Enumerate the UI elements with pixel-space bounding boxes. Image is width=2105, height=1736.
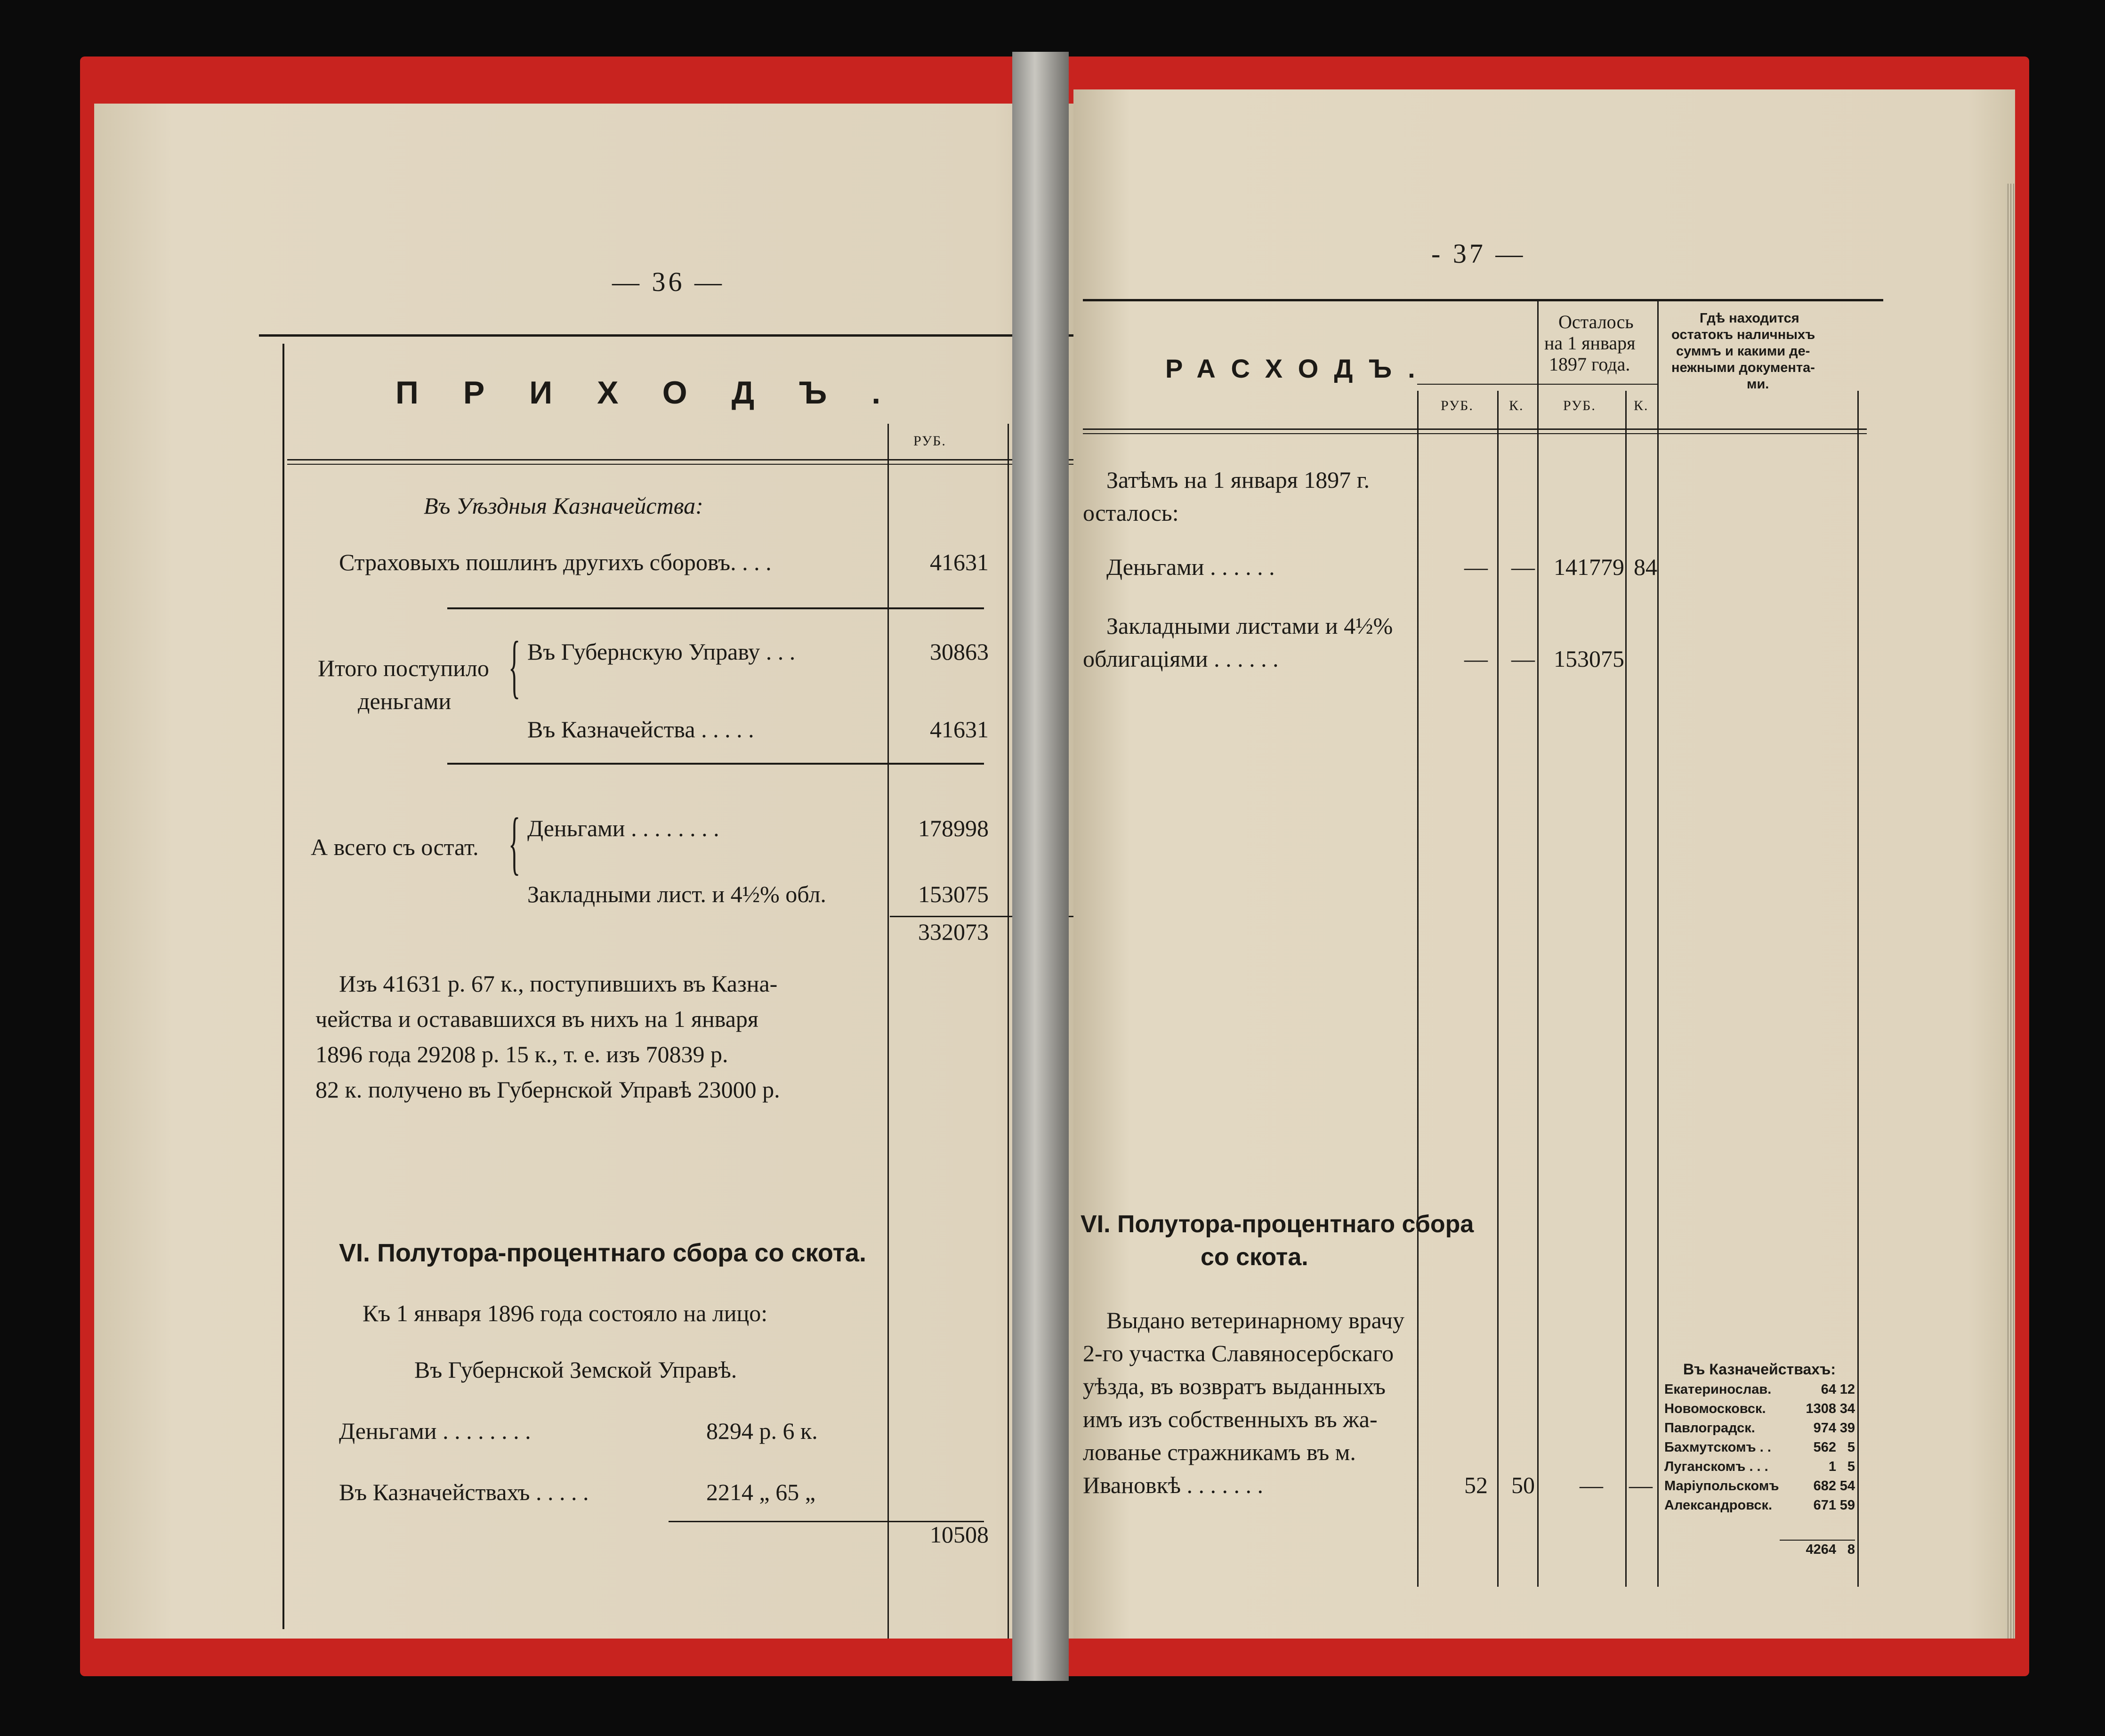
kazn-item-name: Бахмутскомъ . . bbox=[1664, 1440, 1771, 1455]
vet-line-6: Ивановкѣ . . . . . . . bbox=[1083, 1472, 1264, 1498]
kazn-item-rub: 682 bbox=[1813, 1478, 1836, 1494]
remain-line-2: на 1 января bbox=[1544, 332, 1636, 354]
para-line-3: 1896 года 29208 р. 15 к., т. е. изъ 70839 р. bbox=[315, 1041, 728, 1067]
itogo-label-1: Итого поступило bbox=[318, 655, 489, 681]
r-row-money-remrub: 141779 bbox=[1554, 554, 1624, 580]
row-gub-label: Въ Губернскую Управу . . . bbox=[527, 638, 796, 665]
vet-remk: — bbox=[1629, 1472, 1653, 1498]
r-row-money-rub: — bbox=[1464, 554, 1488, 580]
para-line-4: 82 к. получено въ Губернской Управѣ 23000 р. bbox=[315, 1076, 780, 1103]
section6-title-r1: VI. Полутора-процентнаго сбора bbox=[1081, 1211, 1474, 1238]
where-line-4: нежными документа- bbox=[1671, 360, 1815, 375]
section6-title-left: VI. Полутора-процентнаго сбора со скота. bbox=[339, 1239, 866, 1267]
row-insurance-rub: 41631 bbox=[930, 549, 989, 575]
kazn-item-k: 12 bbox=[1839, 1382, 1855, 1397]
vet-rub: 52 bbox=[1464, 1472, 1488, 1498]
remain-line-1: Осталось bbox=[1558, 311, 1634, 332]
col-rub-header: РУБ. bbox=[913, 433, 946, 449]
kop-col-divider bbox=[1008, 424, 1009, 1639]
vet-line-4: имъ изъ собственныхъ въ жа- bbox=[1083, 1406, 1378, 1432]
r-row-money-k: — bbox=[1511, 554, 1535, 580]
r-zaklad-line-2: облигаціями . . . . . . bbox=[1083, 646, 1279, 672]
vet-line-3: уѣзда, въ возвратъ выданныхъ bbox=[1083, 1373, 1386, 1399]
vet-line-2: 2-го участка Славяносербскаго bbox=[1083, 1340, 1394, 1366]
remain-line-3: 1897 года. bbox=[1549, 354, 1630, 375]
on-hand-line: Къ 1 января 1896 года состояло на лицо: bbox=[363, 1300, 768, 1326]
row-zaklad-label: Закладными лист. и 4½% обл. bbox=[527, 881, 826, 907]
r-zaklad-remrub: 153075 bbox=[1554, 646, 1624, 672]
kazn-item-k: 5 bbox=[1847, 1440, 1855, 1455]
row-kazn-rub: 41631 bbox=[930, 716, 989, 743]
para-line-2: чейства и остававшихся въ нихъ на 1 января bbox=[315, 1006, 758, 1032]
r-where-divider bbox=[1657, 301, 1659, 1587]
brace-itogo: { bbox=[508, 627, 521, 705]
kazn-item-name: Луганскомъ . . . bbox=[1664, 1459, 1768, 1474]
where-line-2: остатокъ наличныхъ bbox=[1671, 327, 1815, 342]
brace-vsego: { bbox=[508, 804, 521, 882]
vet-line-1: Выдано ветеринарному врачу bbox=[1106, 1307, 1404, 1333]
row-money-rub: 178998 bbox=[918, 815, 989, 841]
kazn-item-rub: 974 bbox=[1813, 1421, 1836, 1436]
r-zaklad-rub: — bbox=[1464, 646, 1488, 672]
page-stack-edge bbox=[2006, 184, 2015, 1639]
r-row-money-remk: 84 bbox=[1634, 554, 1657, 580]
intro-line-1: Затѣмъ на 1 января 1897 г. bbox=[1106, 467, 1370, 493]
kazn-item-k: 54 bbox=[1839, 1478, 1855, 1494]
r-header-rule-1 bbox=[1083, 428, 1867, 430]
vet-remrub: — bbox=[1580, 1472, 1603, 1498]
kazn-item-name: Павлоградск. bbox=[1664, 1421, 1755, 1436]
top-rule-right bbox=[1083, 299, 1883, 301]
left-page bbox=[94, 104, 1073, 1639]
kazn-line-value: 2214 „ 65 „ bbox=[706, 1479, 815, 1505]
rule-after-kazn bbox=[447, 763, 984, 765]
page-number-right: - 37 — bbox=[1431, 238, 1526, 269]
r-col-remain-k: К. bbox=[1634, 398, 1649, 413]
para-line-1: Изъ 41631 р. 67 к., поступившихъ въ Казна- bbox=[339, 970, 778, 997]
row-gub-rub: 30863 bbox=[930, 638, 989, 665]
in-gub-line: Въ Губернской Земской Управѣ. bbox=[414, 1357, 737, 1383]
money-line-value: 8294 р. 6 к. bbox=[706, 1418, 818, 1444]
money-line-label: Деньгами . . . . . . . . bbox=[339, 1418, 531, 1444]
r-zaklad-line-1: Закладными листами и 4½% bbox=[1106, 613, 1393, 639]
where-line-1: Гдѣ находится bbox=[1700, 311, 1799, 326]
r-col-rub: РУБ. bbox=[1441, 398, 1474, 413]
kazn-item-k: 59 bbox=[1839, 1498, 1855, 1513]
kazn-item-name: Маріупольскомъ bbox=[1664, 1478, 1779, 1494]
kazn-total-rule bbox=[1780, 1540, 1855, 1541]
header-rule-2 bbox=[287, 464, 1073, 465]
row-money-label: Деньгами . . . . . . . . bbox=[527, 815, 719, 841]
r-col-k: К. bbox=[1509, 398, 1524, 413]
header-rule-1 bbox=[287, 459, 1073, 460]
r-right-border bbox=[1857, 391, 1859, 1587]
right-page bbox=[1073, 89, 2015, 1639]
top-rule-left bbox=[259, 334, 1073, 337]
kazn-item-name: Новомосковск. bbox=[1664, 1401, 1766, 1416]
kazn-line-label: Въ Казначействахъ . . . . . bbox=[339, 1479, 589, 1505]
where-line-3: суммъ и какими де- bbox=[1676, 344, 1810, 359]
kazn-item-rub: 562 bbox=[1813, 1440, 1836, 1455]
r-rub-divider bbox=[1417, 391, 1419, 1587]
where-line-5: ми. bbox=[1747, 377, 1769, 392]
intro-line-2: осталось: bbox=[1083, 500, 1179, 526]
heading-raskhod: РАСХОДЪ. bbox=[1165, 354, 1431, 383]
kazn-item-k: 5 bbox=[1847, 1459, 1855, 1474]
book-spine bbox=[1012, 52, 1069, 1681]
itogo-label-2: деньгами bbox=[358, 688, 452, 714]
kazn-item-rub: 671 bbox=[1813, 1498, 1836, 1513]
r-col-remain-rub: РУБ. bbox=[1563, 398, 1596, 413]
r-zaklad-k: — bbox=[1511, 646, 1535, 672]
heading-prikhod: ПРИХОДЪ. bbox=[395, 375, 926, 411]
kazn-title: Въ Казначействахъ: bbox=[1683, 1361, 1836, 1378]
vet-line-5: лованье стражникамъ въ м. bbox=[1083, 1439, 1356, 1465]
row-zaklad-rub: 153075 bbox=[918, 881, 989, 907]
rule-after-insurance bbox=[447, 607, 984, 609]
vet-k: 50 bbox=[1511, 1472, 1535, 1498]
r-k-divider bbox=[1497, 391, 1499, 1587]
rub-col-divider bbox=[887, 424, 889, 1639]
row-kazn-label: Въ Казначейства . . . . . bbox=[527, 716, 754, 743]
section6-title-r2: со скота. bbox=[1201, 1243, 1308, 1271]
kazn-item-k: 34 bbox=[1839, 1401, 1855, 1416]
subheader-rule bbox=[1417, 384, 1657, 385]
kazn-item-rub: 1 bbox=[1828, 1459, 1836, 1474]
left-border bbox=[282, 344, 284, 1629]
row-insurance-label: Страховыхъ пошлинъ другихъ сборовъ. . . . bbox=[339, 549, 772, 575]
row-total-rub: 332073 bbox=[918, 919, 989, 945]
sum-final-rub: 10508 bbox=[930, 1521, 989, 1548]
kazn-total-k: 8 bbox=[1847, 1542, 1855, 1557]
page-number-left: — 36 — bbox=[612, 266, 725, 297]
kazn-item-k: 39 bbox=[1839, 1421, 1855, 1436]
kazn-item-rub: 1308 bbox=[1806, 1401, 1836, 1416]
section-title: Въ Уѣздныя Казначейства: bbox=[424, 493, 703, 519]
r-row-money-label: Деньгами . . . . . . bbox=[1106, 554, 1275, 580]
kazn-total-rub: 4264 bbox=[1806, 1542, 1836, 1557]
r-header-rule-2 bbox=[1083, 433, 1867, 434]
kazn-item-name: Александровск. bbox=[1664, 1498, 1773, 1513]
kazn-item-rub: 64 bbox=[1821, 1382, 1836, 1397]
kazn-item-name: Екатеринослав. bbox=[1664, 1382, 1772, 1397]
r-remain-divider bbox=[1537, 301, 1539, 1587]
vsego-label: А всего съ остат. bbox=[311, 834, 479, 860]
